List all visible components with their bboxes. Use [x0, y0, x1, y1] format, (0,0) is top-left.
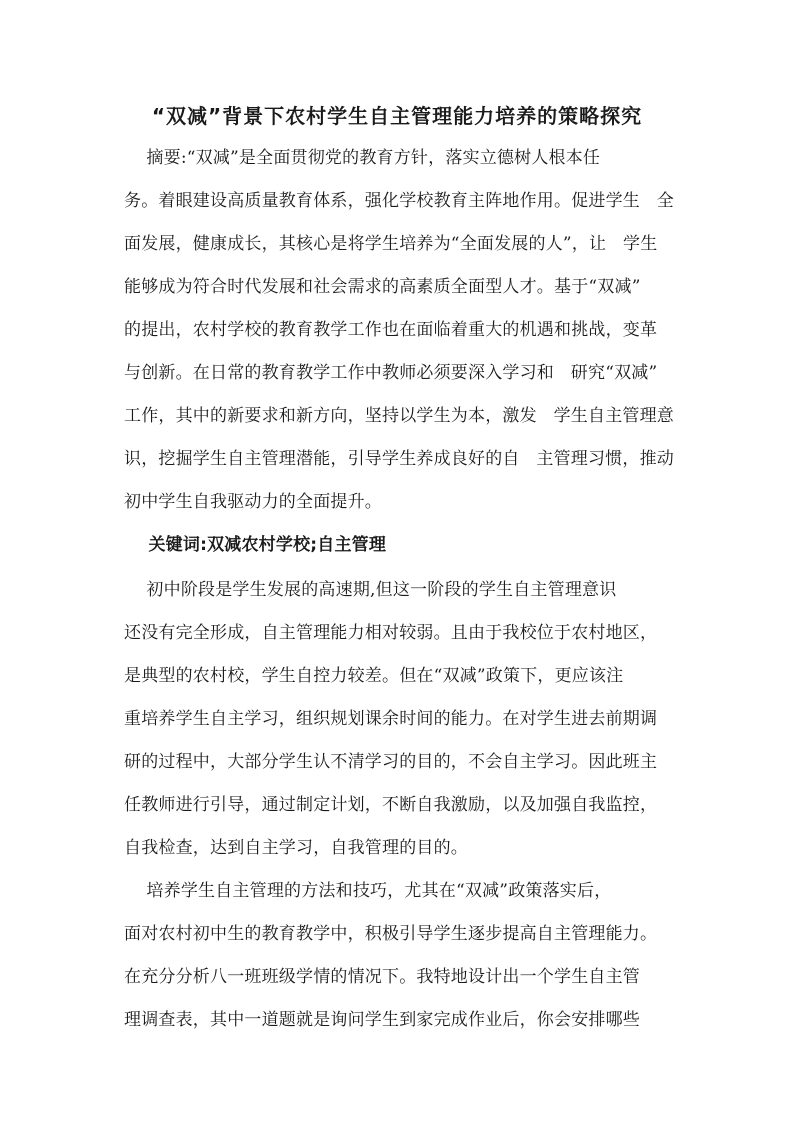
abstract-line: 摘要:“双减”是全面贯彻党的教育方针，落实立德树人根本任: [124, 148, 601, 168]
abstract-line: 的提出，农村学校的教育教学工作也在面临着重大的机遇和挑战，变革: [124, 320, 658, 340]
abstract-line: 面发展，健康成长，其核心是将学生培养为“全面发展的人”，让 学生: [124, 234, 658, 254]
abstract-line: 务。着眼建设高质量教育体系，强化学校教育主阵地作用。促进学生 全: [124, 191, 675, 211]
body-line: 培养学生自主管理的方法和技巧，尤其在“双减”政策落实后，: [124, 881, 612, 901]
body-line: 任教师进行引导，通过制定计划，不断自我激励，以及加强自我监控，: [124, 795, 658, 815]
abstract-line: 识，挖掘学生自主管理潜能，引导学生养成良好的自 主管理习惯，推动: [124, 449, 675, 469]
document-title: “双减”背景下农村学生自主管理能力培养的策略探究: [151, 104, 643, 128]
body-line: 还没有完全形成，自主管理能力相对较弱。且由于我校位于农村地区，: [124, 623, 658, 643]
body-line: 初中阶段是学生发展的高速期,但这一阶段的学生自主管理意识: [124, 580, 617, 600]
body-line: 在充分分析八一班班级学情的情况下。我特地设计出一个学生自主管: [124, 967, 640, 987]
body-line: 是典型的农村校，学生自控力较差。但在“双减”政策下，更应该注: [124, 666, 624, 686]
abstract-line: 初中学生自我驱动力的全面提升。: [124, 492, 382, 512]
keywords-line: 关键词:双减农村学校;自主管理: [124, 535, 387, 555]
body-line: 面对农村初中生的教育教学中，积极引导学生逐步提高自主管理能力。: [124, 924, 658, 944]
abstract-line: 与创新。在日常的教育教学工作中教师必须要深入学习和 研究“双减”: [124, 363, 658, 383]
body-line: 自我检查，达到自主学习，自我管理的目的。: [124, 838, 468, 858]
abstract-line: 能够成为符合时代发展和社会需求的高素质全面型人才。基于“双减”: [124, 277, 641, 297]
body-line: 理调查表，其中一道题就是询问学生到家完成作业后，你会安排哪些: [124, 1010, 640, 1030]
body-line: 研的过程中，大部分学生认不清学习的目的，不会自主学习。因此班主: [124, 752, 658, 772]
abstract-line: 工作，其中的新要求和新方向，坚持以学生为本，激发 学生自主管理意: [124, 406, 675, 426]
body-line: 重培养学生自主学习，组织规划课余时间的能力。在对学生进去前期调: [124, 709, 658, 729]
